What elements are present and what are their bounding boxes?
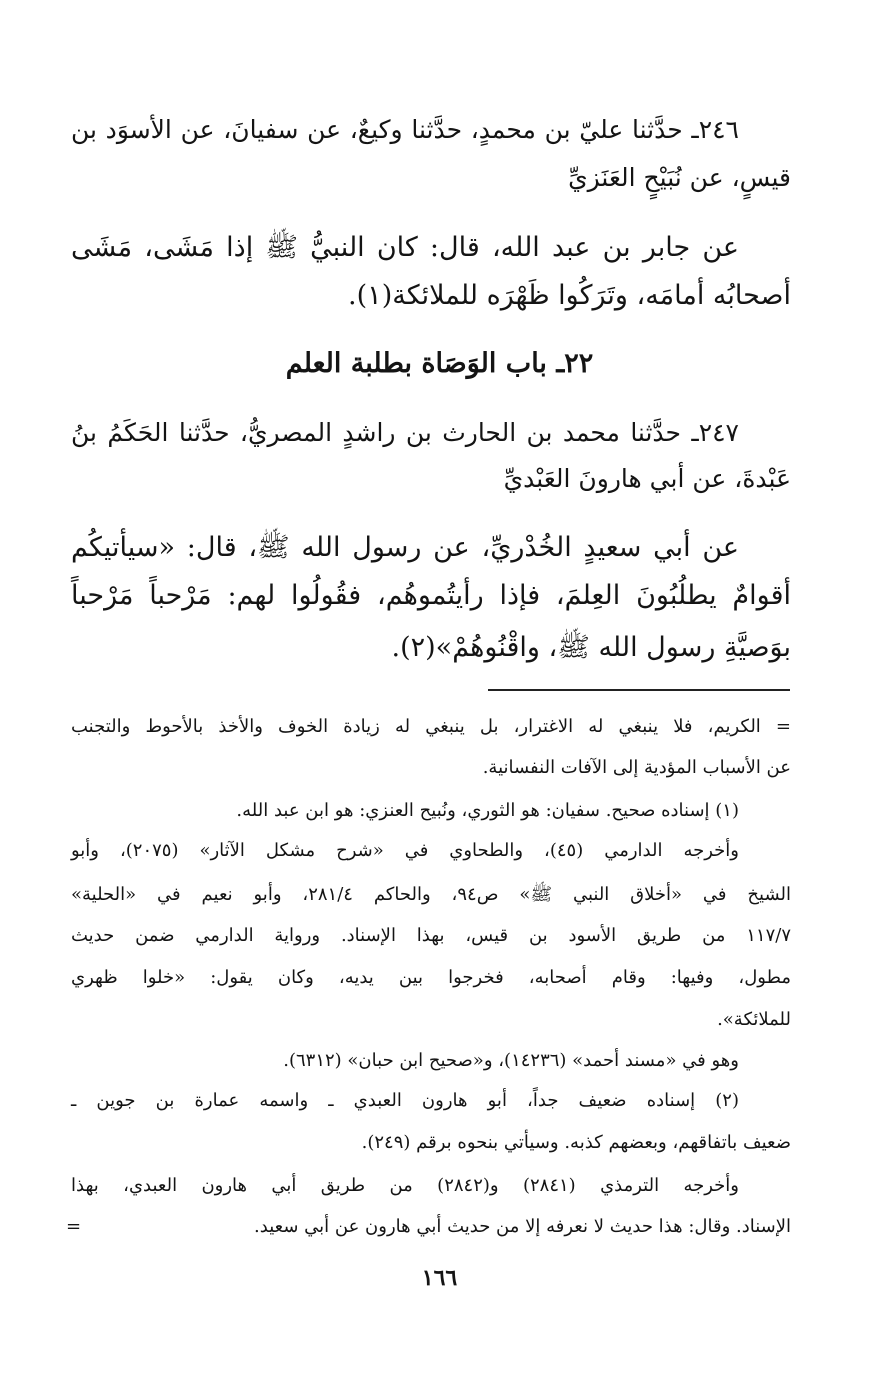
footnote-1-line-5: مطول، وفيها: وقام أصحابه، فخرجوا بين يديه، وكان يقول: «خلوا ظهري — [71, 967, 791, 988]
footnote-1-line-1: (١) إسناده صحيح. سفيان: هو الثوري، ونُبيح العنزي: هو ابن عبد الله. — [236, 800, 739, 821]
footnote-1-line-4: ١١٧/٧ من طريق الأسود بن قيس، بهذا الإسناد. ورواية الدارمي ضمن حديث — [71, 925, 791, 946]
footnote-continuation-line-1: = الكريم، فلا ينبغي له الاغترار، بل ينبغي له زيادة الخوف والأخذ بالأحوط والتجنب — [71, 716, 791, 737]
chapter-heading: ٢٢ـ باب الوَصَاة بطلبة العلم — [285, 348, 594, 379]
hadith-246-isnad-line-1: ٢٤٦ـ حدَّثنا عليّ بن محمدٍ، حدَّثنا وكيعٌ، عن سفيانَ، عن الأسوَد بن — [71, 115, 739, 144]
hadith-247-text-line-1: عن أبي سعيدٍ الخُدْريِّ، عن رسول الله ﷺ، قال: «سيأتيكُم — [71, 532, 739, 563]
footnote-1-line-3: الشيخ في «أخلاق النبي ﷺ» ص٩٤، والحاكم ٢٨١/٤، وأبو نعيم في «الحلية» — [71, 884, 791, 905]
hadith-246-text-line-2: أصحابُه أمامَه، وتَرَكُوا ظَهْرَه للملائكة(١). — [348, 280, 791, 311]
hadith-247-text-line-3: بوَصيَّةِ رسول الله ﷺ، واقْنُوهُمْ»(٢). — [391, 632, 791, 663]
hadith-247-isnad-line-2: عَبْدةَ، عن أبي هارونَ العَبْديِّ — [503, 464, 791, 493]
footnote-1-line-6: للملائكة». — [717, 1009, 791, 1030]
footnote-2-line-1: (٢) إسناده ضعيف جداً، أبو هارون العبدي ـ واسمه عمارة بن جوين ـ — [71, 1090, 739, 1111]
footnote-1-line-2: وأخرجه الدارمي (٤٥)، والطحاوي في «شرح مشكل الآثار» (٢٠٧٥)، وأبو — [71, 840, 739, 861]
footnote-continuation-line-2: عن الأسباب المؤدية إلى الآفات النفسانية. — [482, 757, 791, 778]
footnote-2-line-4: الإسناد. وقال: هذا حديث لا نعرفه إلا من حديث أبي هارون عن أبي سعيد. — [254, 1216, 791, 1237]
footnote-separator — [488, 689, 790, 691]
footnote-continuation-marker: = — [66, 1216, 82, 1237]
page-number: ١٦٦ — [421, 1265, 458, 1291]
hadith-246-text-line-1: عن جابر بن عبد الله، قال: كان النبيُّ ﷺ إذا مَشَى، مَشَى — [71, 232, 739, 263]
footnote-2-line-3: وأخرجه الترمذي (٢٨٤١) و(٢٨٤٢) من طريق أبي هارون العبدي، بهذا — [71, 1175, 739, 1196]
footnote-1-line-7: وهو في «مسند أحمد» (١٤٢٣٦)، و«صحيح ابن حبان» (٦٣١٢). — [283, 1050, 739, 1071]
hadith-246-isnad-line-2: قيسٍ، عن نُبَيْحٍ العَنَزيِّ — [568, 163, 791, 192]
hadith-247-text-line-2: أقوامٌ يطلُبُونَ العِلمَ، فإذا رأيتُموهُم، فقُولُوا لهم: مَرْحباً مَرْحباً — [71, 580, 791, 611]
footnote-2-line-2: ضعيف باتفاقهم، وبعضهم كذبه. وسيأتي بنحوه برقم (٢٤٩). — [361, 1132, 791, 1153]
hadith-247-isnad-line-1: ٢٤٧ـ حدَّثنا محمد بن الحارث بن راشدٍ المصريُّ، حدَّثنا الحَكَمُ بنُ — [71, 418, 739, 447]
